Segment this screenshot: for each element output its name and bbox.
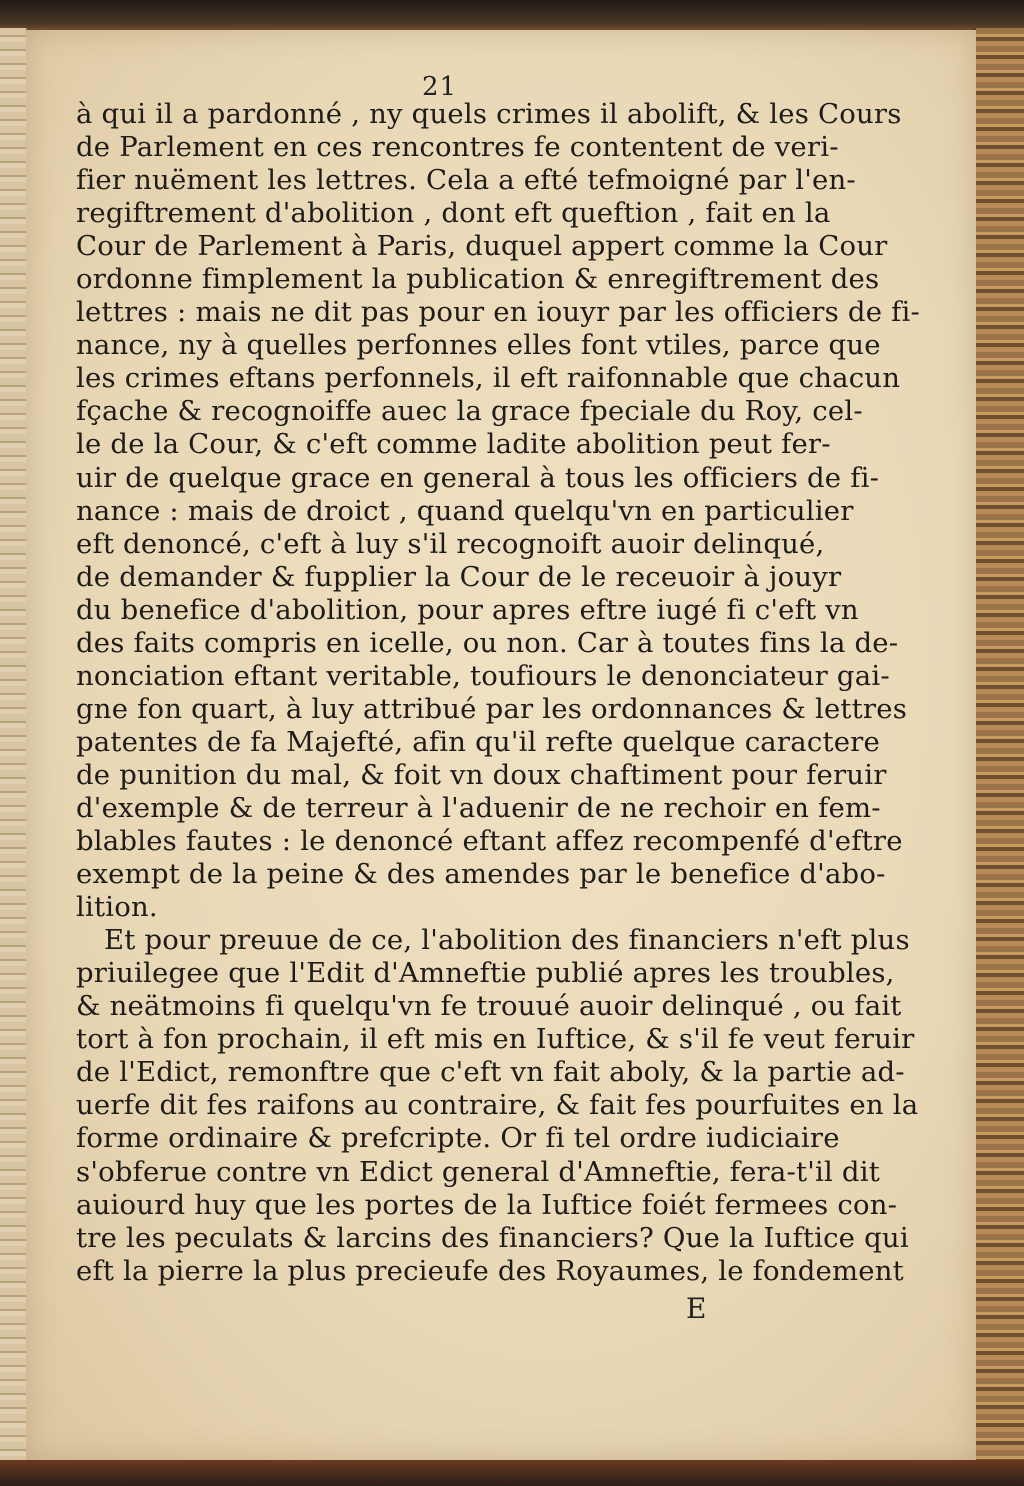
text-line: nance : mais de droict , quand quelqu'vn en particulier	[76, 494, 854, 527]
page-sheet	[26, 30, 976, 1460]
text-line: & neätmoins fi quelqu'vn fe trouué auoir delinqué , ou fait	[76, 990, 902, 1023]
text-line: exempt de la peine & des amendes par le benefice d'abo-	[76, 858, 886, 891]
text-line: à qui il a pardonné , ny quels crimes il abolift, & les Cours	[76, 98, 902, 130]
text-line: de punition du mal, & foit vn doux chaftiment pour feruir	[76, 758, 887, 791]
text-line: s'obferue contre vn Edict general d'Amneftie, fera-t'il dit	[76, 1155, 880, 1188]
text-line: forme ordinaire & prefcripte. Or fi tel ordre iudiciaire	[76, 1122, 840, 1155]
text-line: lition.	[76, 891, 158, 924]
text-line: uerfe dit fes raifons au contraire, & fait fes pourfuites en la	[76, 1089, 919, 1122]
text-line: tre les peculats & larcins des financiers? Que la Iuftice qui	[76, 1221, 909, 1254]
text-line: des faits compris en icelle, ou non. Car à toutes fins la de-	[76, 626, 899, 659]
signature-mark: E	[686, 1292, 707, 1325]
text-line: d'exemple & de terreur à l'aduenir de ne rechoir en fem-	[76, 791, 881, 824]
text-line: nance, ny à quelles perfonnes elles font vtiles, parce que	[76, 329, 881, 362]
text-line: tort à fon prochain, il eft mis en Iuftice, & s'il fe veut feruir	[76, 1023, 915, 1056]
text-line: ordonne fimplement la publication & enregiftrement des	[76, 263, 880, 296]
text-line: eft denoncé, c'eft à luy s'il recognoift auoir delinqué,	[76, 527, 825, 560]
text-line: du benefice d'abolition, pour apres eftre iugé fi c'eft vn	[76, 593, 859, 626]
text-line: lettres : mais ne dit pas pour en iouyr par les officiers de fi-	[76, 296, 920, 329]
text-line: priuilegee que l'Edit d'Amneftie publié apres les troubles,	[76, 957, 895, 990]
paragraph-first-line: Et pour preuue de ce, l'abolition des financiers n'eft plus	[104, 924, 910, 957]
book-left-page-edges	[0, 28, 28, 1468]
text-line: nonciation eftant veritable, toufiours le denonciateur gai-	[76, 659, 890, 692]
text-line: gne fon quart, à luy attribué par les ordonnances & lettres	[76, 692, 908, 725]
text-line: le de la Cour, & c'eft comme ladite abolition peut fer-	[76, 428, 831, 461]
text-line: fçache & recognoiffe auec la grace fpeciale du Roy, cel-	[76, 395, 863, 428]
page-number: 21	[422, 72, 458, 102]
book-top-edge	[0, 0, 1024, 34]
text-line: blables fautes : le denoncé eftant affez recompenfé d'eftre	[76, 825, 903, 858]
text-line: eft la pierre la plus precieufe des Royaumes, le fondement	[76, 1254, 904, 1287]
book-right-page-edges	[973, 28, 1024, 1468]
text-line: Cour de Parlement à Paris, duquel appert comme la Cour	[76, 230, 888, 263]
text-line: auiourd huy que les portes de la Iuftice foiét fermees con-	[76, 1188, 898, 1221]
book-bottom-edge	[0, 1460, 1024, 1486]
body-text	[76, 98, 920, 1288]
text-line: de demander & fupplier la Cour de le receuoir à jouyr	[76, 560, 842, 593]
text-line: uir de quelque grace en general à tous les officiers de fi-	[76, 461, 880, 494]
text-line: les crimes eftans perfonnels, il eft raifonnable que chacun	[76, 362, 901, 395]
text-line: de Parlement en ces rencontres fe contentent de veri-	[76, 131, 839, 164]
text-line: fier nuëment les lettres. Cela a efté tefmoigné par l'en-	[76, 164, 856, 197]
text-line: patentes de fa Majefté, afin qu'il refte quelque caractere	[76, 725, 880, 758]
text-line: regiftrement d'abolition , dont eft queftion , fait en la	[76, 197, 831, 230]
text-line: de l'Edict, remonftre que c'eft vn fait aboly, & la partie ad-	[76, 1056, 905, 1089]
